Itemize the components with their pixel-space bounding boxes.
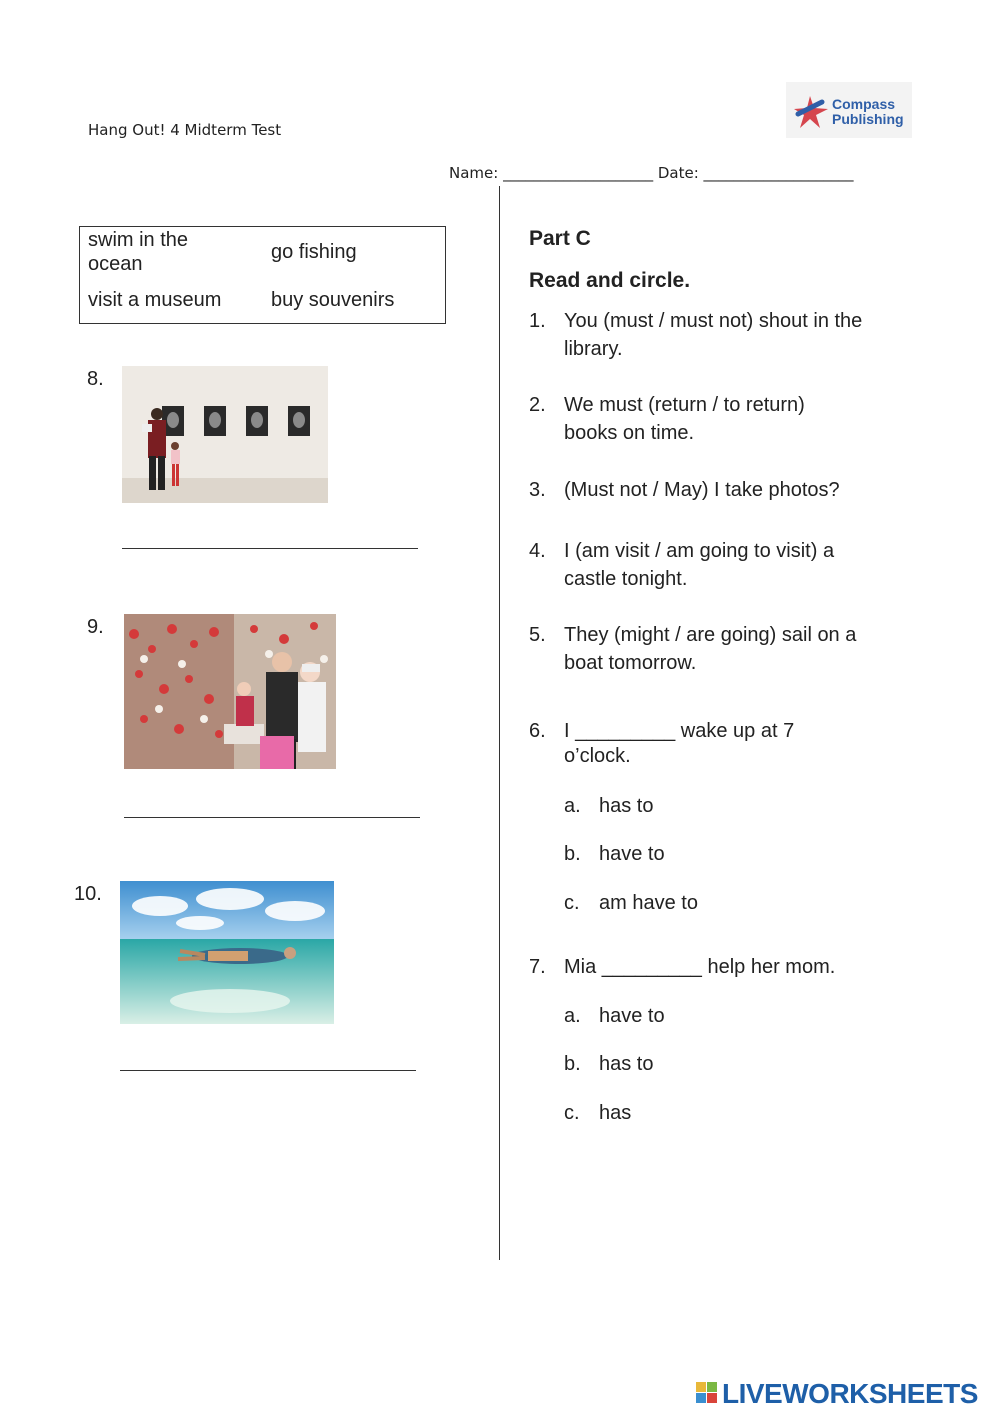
answer-option[interactable]: [564, 1005, 764, 1029]
word-bank-item: buy souvenirs: [271, 289, 395, 311]
option-letter: a.: [564, 1005, 581, 1027]
name-date-line: Name: ____________________ Date: ____________________: [449, 164, 854, 182]
logo-text: [832, 97, 904, 127]
question-item: [529, 476, 889, 506]
answer-line[interactable]: [124, 817, 420, 818]
item-number: 2.: [529, 394, 546, 416]
item-number: 4.: [529, 540, 546, 562]
question-number: 10.: [74, 883, 102, 905]
souvenir-shop-photo: [124, 614, 336, 769]
item-number: 5.: [529, 624, 546, 646]
item-text[interactable]: We must (return / to return) books on time.: [564, 394, 805, 444]
item-number: 6.: [529, 720, 546, 742]
option-letter: b.: [564, 843, 581, 865]
option-text: have to: [599, 843, 665, 865]
option-text: has to: [599, 795, 654, 817]
part-instruction: Read and circle.: [529, 269, 691, 292]
item-number: 1.: [529, 310, 546, 332]
column-divider: [499, 186, 500, 1260]
question-item: [529, 719, 889, 775]
answer-option[interactable]: [564, 892, 764, 916]
worksheet-title: Hang Out! 4 Midterm Test: [88, 121, 282, 139]
answer-option[interactable]: [564, 843, 764, 867]
option-letter: a.: [564, 795, 581, 817]
word-bank-item: swim in the ocean: [88, 229, 189, 275]
liveworksheets-brand: [698, 1378, 978, 1410]
compass-publishing-logo: [786, 82, 912, 138]
question-item: [529, 307, 889, 367]
logo-line-1: Compass: [832, 96, 896, 112]
option-text: has to: [599, 1053, 654, 1075]
swimming-ocean-photo: [120, 881, 334, 1024]
item-text[interactable]: (Must not / May) I take photos?: [564, 479, 840, 501]
brand-text: LIVEWORKSHEETS: [722, 1378, 978, 1409]
word-bank-box: [79, 226, 446, 324]
logo-line-2: Publishing: [832, 111, 904, 127]
answer-line[interactable]: [120, 1070, 416, 1071]
liveworksheets-icon: [696, 1382, 718, 1404]
option-letter: b.: [564, 1053, 581, 1075]
option-letter: c.: [564, 1102, 580, 1124]
item-number: 3.: [529, 479, 546, 501]
option-text: has: [599, 1102, 632, 1124]
item-text[interactable]: I (am visit / am going to visit) a castle tonight.: [564, 540, 835, 590]
question-item: [529, 953, 909, 983]
compass-star-icon: [792, 94, 830, 130]
question-number: 9.: [87, 616, 104, 638]
question-item: [529, 537, 889, 597]
museum-photo: [122, 366, 328, 503]
part-title: Part C: [529, 227, 591, 250]
answer-option[interactable]: [564, 1102, 764, 1126]
question-item: [529, 391, 889, 451]
item-text[interactable]: They (might / are going) sail on a boat tomorrow.: [564, 624, 857, 674]
question-number: 8.: [87, 368, 104, 390]
word-bank-item: go fishing: [271, 241, 357, 263]
question-item: [529, 621, 889, 681]
option-text: have to: [599, 1005, 665, 1027]
item-text: Mia _________ help her mom.: [564, 956, 836, 978]
option-text: am have to: [599, 892, 698, 914]
item-text[interactable]: You (must / must not) shout in the library.: [564, 310, 863, 360]
answer-option[interactable]: [564, 1053, 764, 1077]
answer-line[interactable]: [122, 548, 418, 549]
answer-option[interactable]: [564, 795, 764, 819]
option-letter: c.: [564, 892, 580, 914]
item-text: I _________ wake up at 7 o’clock.: [564, 720, 795, 767]
word-bank-item: visit a museum: [88, 289, 222, 311]
item-number: 7.: [529, 956, 546, 978]
